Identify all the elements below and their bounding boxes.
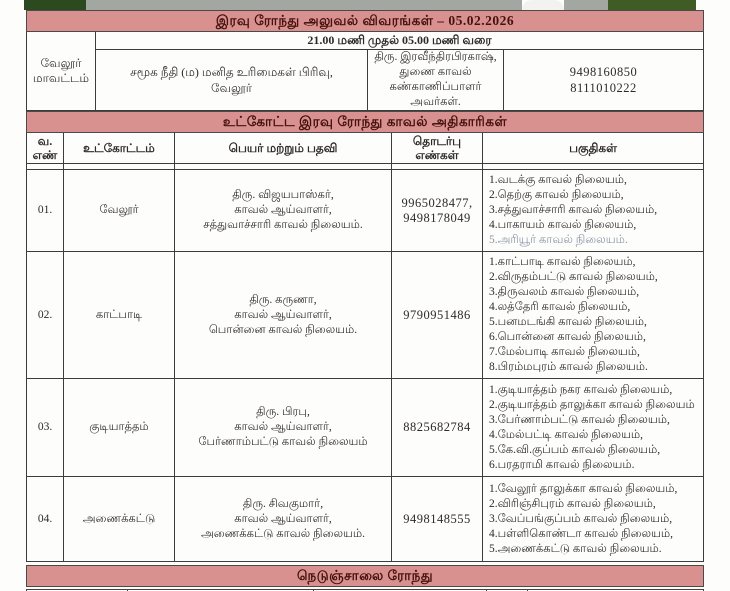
district-cell: வேலூர் மாவட்டம் [27, 32, 96, 110]
table-row [27, 169, 703, 251]
contact-cell: 9790951486 [392, 252, 483, 378]
subdivision-cell: குடியாத்தம் [64, 379, 175, 476]
col-header-name-designation: பெயர் மற்றும் பதவி [175, 133, 392, 163]
subdivision-cell: காட்பாடி [64, 252, 175, 378]
name-cell: திரு. பிரபு, காவல் ஆய்வாளர், பேர்ணாம்பட்டு காவல் நிலையம் [175, 379, 392, 476]
division-cell: சமூக நீதி (ம) மனித உரிமைகள் பிரிவு, வேலூர் [96, 50, 368, 110]
table-row [27, 251, 703, 378]
subdivision-cell: வேலூர் [64, 170, 175, 251]
name-cell: திரு. விஜயபாஸ்கர், காவல் ஆய்வாளர், சத்துவாச்சாரி காவல் நிலையம். [175, 170, 392, 251]
section-banner: உட்கோட்ட இரவு ரோந்து காவல் அதிகாரிகள் [26, 111, 704, 133]
patrol-officers-table [26, 133, 704, 562]
sno-cell: 04. [27, 477, 64, 561]
spacer-row [27, 163, 703, 169]
photo-gray-band [86, 0, 522, 10]
sno-cell: 02. [27, 252, 64, 378]
name-cell: திரு. சிவகுமார், காவல் ஆய்வாளர், அணைக்கட்டு காவல் நிலையம். [175, 477, 392, 561]
header-block [26, 32, 704, 111]
contact-cell: 8825682784 [392, 379, 483, 476]
supervisor-cell: திரு. இரவீந்திரபிரகாஷ், துணை காவல் கண்காணிப்பாளர் அவர்கள். [368, 50, 504, 110]
name-cell: திரு. கருணா, காவல் ஆய்வாளர், பொன்னை காவல் நிலையம். [175, 252, 392, 378]
table-row [27, 378, 703, 476]
col-header-areas: பகுதிகள் [569, 141, 617, 155]
col-header-sno: வ. எண் [27, 133, 64, 163]
title-banner: இரவு ரோந்து அலுவல் விவரங்கள் – 05.02.2026 [26, 10, 704, 32]
photo-gray-band-right [564, 0, 608, 10]
sno-cell: 03. [27, 379, 64, 476]
time-range: 21.00 மணி முதல் 05.00 மணி வரை [96, 32, 703, 50]
col-header-contact: தொடர்பு எண்கள் [392, 133, 483, 163]
contact-cell: 9965028477, 9498178049 [392, 170, 483, 251]
photo-bottom-edge [0, 0, 730, 10]
col-header-subdivision: உட்கோட்டம் [64, 133, 175, 163]
areas-list: 1.குடியாத்தம் நகர காவல் நிலையம், 2.குடியாத்தம் தாலுக்கா காவல் நிலையம் 3.பேர்ணாம்பட்டு காவல் நிலையம், 4.மேல்பட்டி காவல் நிலையம், 5.கே.வி.குப்பம் காவல் நிலையம், 6.பரதராமி காவல் நிலையம். [489, 383, 695, 471]
sno-cell: 01. [27, 170, 64, 251]
table-header-row [27, 133, 703, 163]
subdivision-cell: அணைக்கட்டு [64, 477, 175, 561]
areas-list: 1.காட்பாடி காவல் நிலையம், 2.விருதம்பட்டு காவல் நிலையம், 3.திருவலம் காவல் நிலையம், 4.லத்தேரி காவல் நிலையம், 5.பனமடங்கி காவல் நிலையம், 6.பொன்னை காவல் நிலையம், 7.மேல்பாடி காவல் நிலையம், 8.பிரம்மபுரம் காவல் நிலையம். [489, 256, 658, 373]
areas-list: 1.வேலூர் தாலுக்கா காவல் நிலையம், 2.விரிஞ்சிபுரம் காவல் நிலையம், 3.வேப்பங்குப்பம் காவல் நிலையம், 4.பள்ளிகொண்டா காவல் நிலையம், 5.அணைக்கட்டு காவல் நிலையம். [489, 482, 678, 555]
foliage-left-image [24, 0, 86, 10]
table-row [27, 476, 703, 561]
white-dome-shape [522, 0, 564, 10]
highway-patrol-banner: நெடுஞ்சாலை ரோந்து [26, 565, 704, 587]
areas-list: 1.வடக்கு காவல் நிலையம், 2.தெற்கு காவல் நிலையம், 3.சத்துவாச்சாரி காவல் நிலையம், 4.பாகாயம் காவல் நிலையம், 5.அரியூர் காவல் நிலையம். [489, 174, 658, 246]
foliage-right-image [608, 0, 696, 10]
contact-cell: 9498148555 [392, 477, 483, 561]
supervisor-phones: 9498160850 8111010222 [569, 65, 638, 95]
